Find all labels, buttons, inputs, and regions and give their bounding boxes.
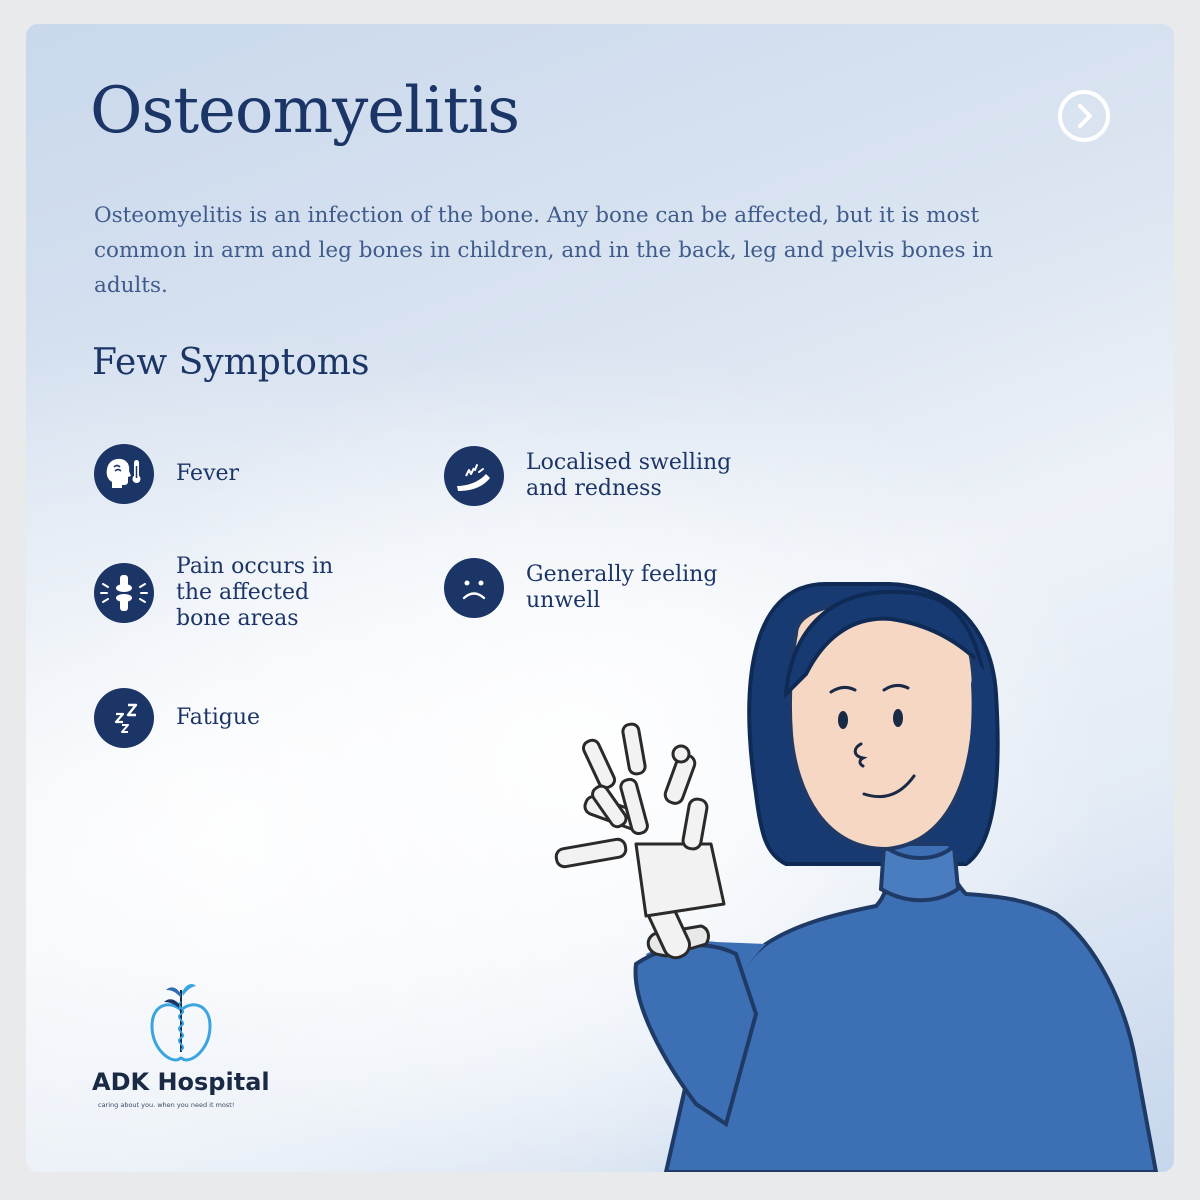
symptom-label: Fever <box>176 461 240 486</box>
symptom-label: Pain occurs in the affected bone areas <box>176 554 334 631</box>
symptom-label: Generally feeling unwell <box>526 562 718 613</box>
symptom-fever <box>94 444 239 504</box>
symptom-label: Fatigue <box>176 705 261 730</box>
robotic-hand <box>555 723 724 962</box>
apple-caduceus-icon <box>146 980 216 1066</box>
symptom-fatigue <box>94 688 260 748</box>
head-thermometer-icon <box>94 444 154 504</box>
bone-joint-icon <box>94 563 154 623</box>
section-title: Few Symptoms <box>92 342 370 383</box>
hospital-name: ADK Hospital <box>92 1068 270 1096</box>
page-title: Osteomyelitis <box>90 74 520 148</box>
next-button[interactable] <box>1058 90 1110 142</box>
sad-face-icon <box>444 558 504 618</box>
intro-paragraph: Osteomyelitis is an infection of the bone. Any bone can be affected, but it is most common in arm and leg bones in children, and in the back, leg and pelvis bones in adults. <box>94 203 994 298</box>
symptom-bone-pain <box>94 554 333 632</box>
woman-robotic-hand-illustration <box>496 544 1174 1172</box>
infographic-card <box>26 24 1174 1172</box>
hospital-tagline: caring about you. when you need it most! <box>98 1101 235 1109</box>
symptom-label: Localised swelling and redness <box>526 450 732 501</box>
hospital-logo <box>84 980 304 1130</box>
symptom-swelling <box>444 446 731 506</box>
swelling-icon <box>444 446 504 506</box>
chevron-right-icon <box>1062 94 1106 138</box>
sleep-zzz-icon <box>94 688 154 748</box>
